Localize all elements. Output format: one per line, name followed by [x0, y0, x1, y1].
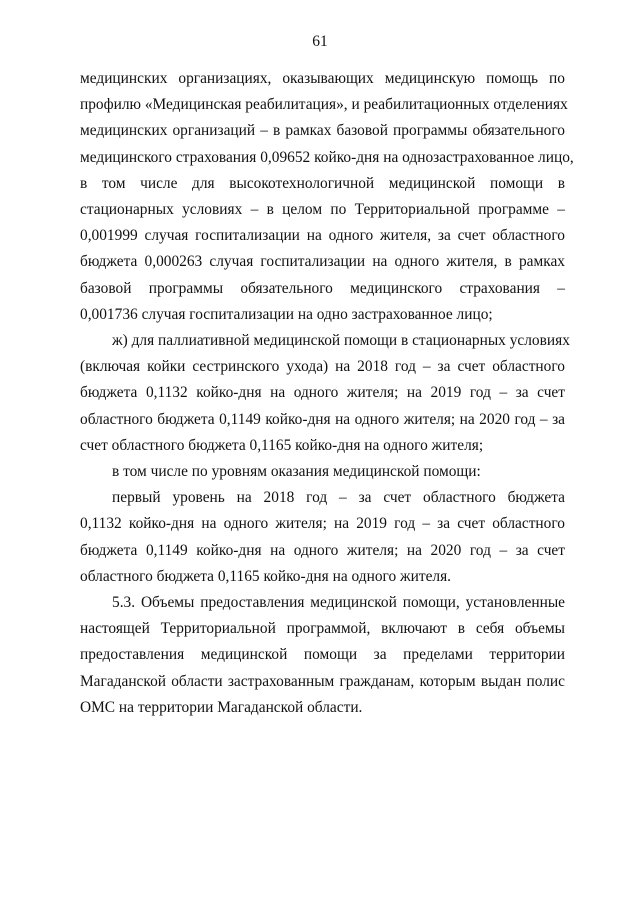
paragraph-section-5-3 [80, 590, 565, 721]
text-line: первый уровень на 2018 год – за счет областного бюджета [112, 489, 565, 507]
text-line: ОМС на территории Магаданской области. [80, 698, 363, 716]
text-line: настоящей Территориальной программой, включают в себя объемы [80, 620, 565, 638]
paragraph-item-zh [80, 328, 570, 459]
text-line: медицинских организациях, оказывающих медицинскую помощь по [80, 70, 565, 87]
text-line: профилю «Медицинская реабилитация», и реабилитационных отделениях [80, 96, 568, 114]
text-line: областного бюджета 0,1165 койко-дня на одного жителя. [80, 567, 452, 585]
text-line: ж) для паллиативной медицинской помощи в стационарных условиях [112, 332, 570, 350]
paragraph-levels-intro [80, 459, 565, 485]
text-line: 0,001999 случая госпитализации на одного жителя, за счет областного [80, 227, 565, 245]
text-line: Магаданской области застрахованным гражданам, которым выдан полис [80, 672, 565, 690]
text-line: предоставления медицинской помощи за пределами территории [80, 646, 565, 664]
paragraph-first-level [80, 485, 565, 590]
text-line: стационарных условиях – в целом по Территориальной программе – [80, 201, 565, 219]
text-line: счет областного бюджета 0,1165 койко-дня на одного жителя; [80, 436, 484, 454]
text-line: в том числе по уровням оказания медицинской помощи: [112, 463, 481, 481]
text-line: в том числе для высокотехнологичной медицинской помощи в [80, 174, 565, 192]
document-body [80, 66, 574, 721]
text-line: областного бюджета 0,1149 койко-дня на одного жителя; на 2020 год – за [80, 410, 565, 428]
text-line: 0,1132 койко-дня на одного жителя; на 2019 год – за счет областного [80, 515, 565, 533]
text-line: медицинских организаций – в рамках базовой программы обязательного [80, 122, 565, 140]
text-line: бюджета 0,1132 койко-дня на одного жителя; на 2019 год – за счет [80, 384, 565, 402]
text-line: (включая койки сестринского ухода) на 2018 год – за счет областного [80, 358, 565, 376]
text-line: бюджета 0,1149 койко-дня на одного жителя; на 2020 год – за счет [80, 541, 565, 559]
text-line: 0,001736 случая госпитализации на одно застрахованное лицо; [80, 305, 493, 323]
page-number: 61 [312, 33, 328, 50]
text-line: базовой программы обязательного медицинского страхования – [80, 279, 565, 297]
text-line: бюджета 0,000263 случая госпитализации на одного жителя, в рамках [80, 253, 565, 271]
paragraph-continuation [80, 66, 574, 328]
text-line: медицинского страхования 0,09652 койко-дня на однозастрахованное лицо, [80, 148, 574, 166]
text-line: 5.3. Объемы предоставления медицинской помощи, установленные [112, 594, 565, 612]
